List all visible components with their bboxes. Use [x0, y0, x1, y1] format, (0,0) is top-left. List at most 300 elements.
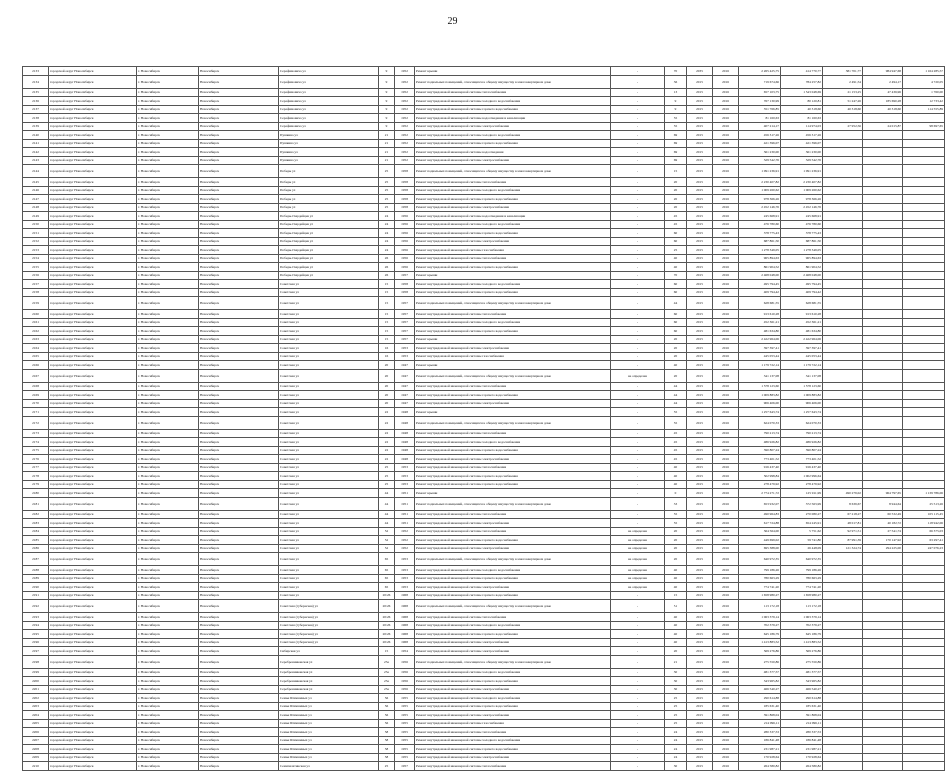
locality-cell: Новосибирск — [199, 361, 279, 370]
build-year-cell: 1956 — [395, 677, 415, 686]
total-cost-cell: 2 230 407,82 — [739, 178, 781, 187]
municipality-cell: городской округ Новосибирск — [49, 510, 137, 519]
street-cell: Советская ул — [279, 519, 379, 528]
locality-cell: Новосибирск — [199, 736, 279, 745]
row-number-cell: 2203 — [23, 702, 49, 711]
settlement-cell: г. Новосибирск — [137, 416, 199, 429]
wear-percent-cell: 20 — [665, 186, 687, 195]
plan-year-end-cell: 2016 — [713, 271, 739, 280]
work-type-cell: Ремонт внутридомовой инженерной системы электроснабжения — [415, 519, 611, 528]
plan-year-end-cell: 2016 — [713, 280, 739, 289]
category-cell: - — [611, 638, 665, 647]
house-number-cell: 16 — [379, 344, 395, 353]
settlement-cell: г. Новосибирск — [137, 310, 199, 319]
house-number-cell: 20 — [379, 361, 395, 370]
municipality-cell: городской округ Новосибирск — [49, 677, 137, 686]
locality-cell: Новосибирск — [199, 271, 279, 280]
build-year-cell: 1952 — [395, 114, 415, 123]
funding-1-cell: 414 770,77 — [781, 67, 823, 76]
table-row — [23, 220, 945, 229]
plan-year-start-cell: 2015 — [687, 544, 713, 553]
build-year-cell: 1952 — [395, 97, 415, 106]
funding-2-cell — [823, 280, 863, 289]
plan-year-end-cell: 2016 — [713, 719, 739, 728]
total-cost-cell: 774 741,20 — [739, 583, 781, 592]
row-number-cell: 2186 — [23, 544, 49, 553]
funding-2-cell — [823, 630, 863, 639]
total-cost-cell: 1 413 883,52 — [739, 638, 781, 647]
funding-3-cell — [863, 335, 903, 344]
wear-percent-cell: 21 — [665, 655, 687, 668]
total-cost-cell: 378 775,43 — [739, 229, 781, 238]
locality-cell: Новосибирск — [199, 472, 279, 481]
capital-repair-table — [22, 66, 945, 771]
plan-year-end-cell: 2016 — [713, 536, 739, 545]
category-cell: - — [611, 263, 665, 272]
street-cell: Советская ул — [279, 369, 379, 382]
house-number-cell: 21 — [379, 139, 395, 148]
plan-year-end-cell: 2016 — [713, 621, 739, 630]
funding-2-cell — [823, 318, 863, 327]
funding-3-cell — [863, 229, 903, 238]
locality-cell: Новосибирск — [199, 668, 279, 677]
street-cell: Семьи Шамшиных ул — [279, 728, 379, 737]
plan-year-end-cell: 2016 — [713, 497, 739, 510]
street-cell: Советская ул — [279, 327, 379, 336]
street-cell: Советская ул — [279, 416, 379, 429]
work-type-cell: Ремонт подвальных помещений, относящихся к общему имуществу в многоквартирном доме — [415, 600, 611, 613]
locality-cell: Новосибирск — [199, 88, 279, 97]
funding-2-cell — [823, 399, 863, 408]
table-row — [23, 753, 945, 762]
house-number-cell: 15 — [379, 318, 395, 327]
table-row — [23, 382, 945, 391]
settlement-cell: г. Новосибирск — [137, 668, 199, 677]
wear-percent-cell: 15 — [665, 591, 687, 600]
house-number-cell: 25 — [379, 165, 395, 178]
work-type-cell: Ремонт внутридомовой инженерной системы теплоснабжения — [415, 728, 611, 737]
build-year-cell: 1947 — [395, 369, 415, 382]
house-number-cell: 24 — [379, 246, 395, 255]
row-number-cell: 2145 — [23, 178, 49, 187]
funding-1-cell: 270 080,27 — [781, 510, 823, 519]
plan-year-end-cell: 2016 — [713, 446, 739, 455]
wear-percent-cell: 20 — [665, 553, 687, 566]
street-cell: Семьи Шамшиных ул — [279, 719, 379, 728]
funding-1-cell: 114 974,03 — [781, 122, 823, 131]
funding-2-cell — [823, 271, 863, 280]
settlement-cell: г. Новосибирск — [137, 335, 199, 344]
build-year-cell: 1956 — [395, 229, 415, 238]
funding-4-cell — [903, 310, 945, 319]
wear-percent-cell: 40 — [665, 263, 687, 272]
work-type-cell: Ремонт крыши — [415, 361, 611, 370]
work-type-cell: Ремонт крыши — [415, 271, 611, 280]
build-year-cell: 1955 — [395, 728, 415, 737]
funding-2-cell — [823, 335, 863, 344]
municipality-cell: городской округ Новосибирск — [49, 105, 137, 114]
funding-3-cell — [863, 455, 903, 464]
funding-1-cell: 185 631,40 — [781, 702, 823, 711]
funding-3-cell — [863, 408, 903, 417]
wear-percent-cell: 25 — [665, 694, 687, 703]
table-row — [23, 156, 945, 165]
funding-3-cell: 24 015,87 — [863, 122, 903, 131]
work-type-cell: Ремонт крыши — [415, 489, 611, 498]
category-cell: - — [611, 711, 665, 720]
funding-3-cell — [863, 736, 903, 745]
total-cost-cell: 913 610,28 — [739, 310, 781, 319]
total-cost-cell: 653 932,07 — [739, 497, 781, 510]
street-cell: Серафимовича ул — [279, 122, 379, 131]
locality-cell: Новосибирск — [199, 382, 279, 391]
build-year-cell: 1958 — [395, 203, 415, 212]
total-cost-cell: 214 096,11 — [739, 719, 781, 728]
category-cell: - — [611, 220, 665, 229]
funding-1-cell: 495 794,45 — [781, 280, 823, 289]
funding-1-cell: 1 257 643,74 — [781, 408, 823, 417]
build-year-cell: 1955 — [395, 702, 415, 711]
build-year-cell: 1956 — [395, 655, 415, 668]
category-cell: - — [611, 280, 665, 289]
table-row — [23, 702, 945, 711]
funding-4-cell — [903, 335, 945, 344]
settlement-cell: г. Новосибирск — [137, 280, 199, 289]
wear-percent-cell: 69 — [665, 139, 687, 148]
settlement-cell: г. Новосибирск — [137, 429, 199, 438]
row-number-cell: 2151 — [23, 229, 49, 238]
funding-4-cell — [903, 344, 945, 353]
funding-2-cell — [823, 369, 863, 382]
plan-year-end-cell: 2016 — [713, 165, 739, 178]
plan-year-end-cell: 2016 — [713, 630, 739, 639]
wear-percent-cell: 0 — [665, 489, 687, 498]
row-number-cell: 2160 — [23, 310, 49, 319]
plan-year-end-cell: 2016 — [713, 203, 739, 212]
street-cell: Советская ул — [279, 574, 379, 583]
funding-3-cell — [863, 480, 903, 489]
work-type-cell: Ремонт внутридомовой инженерной системы холодного водоснабжения — [415, 97, 611, 106]
house-number-cell: 58 — [379, 753, 395, 762]
settlement-cell: г. Новосибирск — [137, 455, 199, 464]
funding-1-cell: 5 751,62 — [781, 527, 823, 536]
house-number-cell: 9 — [379, 97, 395, 106]
category-cell: - — [611, 165, 665, 178]
settlement-cell: г. Новосибирск — [137, 139, 199, 148]
build-year-cell: 1953 — [395, 574, 415, 583]
locality-cell: Новосибирск — [199, 297, 279, 310]
street-cell: Пушкина ул — [279, 131, 379, 140]
row-number-cell: 2183 — [23, 519, 49, 528]
street-cell: Семьи Шамшиных ул — [279, 736, 379, 745]
wear-percent-cell: 24 — [665, 753, 687, 762]
category-cell: - — [611, 148, 665, 157]
funding-3-cell — [863, 195, 903, 204]
build-year-cell: 1958 — [395, 178, 415, 187]
locality-cell: Новосибирск — [199, 553, 279, 566]
funding-4-cell — [903, 288, 945, 297]
plan-year-start-cell: 2015 — [687, 280, 713, 289]
total-cost-cell: 773 401,52 — [739, 455, 781, 464]
work-type-cell: Ремонт внутридомовой инженерной системы водоотведения и канализации — [415, 114, 611, 123]
plan-year-start-cell: 2015 — [687, 382, 713, 391]
municipality-cell: городской округ Новосибирск — [49, 416, 137, 429]
municipality-cell: городской округ Новосибирск — [49, 263, 137, 272]
wear-percent-cell: 20 — [665, 527, 687, 536]
row-number-cell: 2133 — [23, 67, 49, 76]
row-number-cell: 2202 — [23, 694, 49, 703]
funding-3-cell — [863, 271, 903, 280]
table-row — [23, 352, 945, 361]
funding-1-cell: 26 448,09 — [781, 544, 823, 553]
plan-year-start-cell: 2015 — [687, 574, 713, 583]
row-number-cell: 2198 — [23, 655, 49, 668]
wear-percent-cell: 40 — [665, 638, 687, 647]
plan-year-start-cell: 2015 — [687, 566, 713, 575]
house-number-cell: 20 — [379, 369, 395, 382]
funding-2-cell — [823, 229, 863, 238]
table-row — [23, 246, 945, 255]
funding-1-cell: 452 361,21 — [781, 318, 823, 327]
municipality-cell: городской округ Новосибирск — [49, 480, 137, 489]
funding-1-cell: 1 002 996,64 — [781, 472, 823, 481]
funding-3-cell: 185 690,28 — [863, 97, 903, 106]
settlement-cell: г. Новосибирск — [137, 655, 199, 668]
funding-3-cell — [863, 638, 903, 647]
build-year-cell: 1956 — [395, 685, 415, 694]
house-number-cell: 44 — [379, 510, 395, 519]
funding-2-cell — [823, 148, 863, 157]
category-cell: не определен — [611, 369, 665, 382]
total-cost-cell: 624 070,33 — [739, 416, 781, 429]
funding-2-cell — [823, 288, 863, 297]
funding-2-cell — [823, 736, 863, 745]
plan-year-start-cell: 2015 — [687, 75, 713, 88]
category-cell: - — [611, 203, 665, 212]
row-number-cell: 2174 — [23, 438, 49, 447]
work-type-cell: Ремонт внутридомовой инженерной системы горячего водоснабжения — [415, 139, 611, 148]
locality-cell: Новосибирск — [199, 416, 279, 429]
municipality-cell: городской округ Новосибирск — [49, 429, 137, 438]
funding-1-cell: 1 009 883,82 — [781, 391, 823, 400]
funding-1-cell: 645 186,79 — [781, 630, 823, 639]
municipality-cell: городской округ Новосибирск — [49, 229, 137, 238]
funding-4-cell — [903, 694, 945, 703]
funding-1-cell: 456 317,26 — [781, 131, 823, 140]
plan-year-start-cell: 2015 — [687, 553, 713, 566]
funding-1-cell: 687 861,50 — [781, 237, 823, 246]
funding-2-cell — [823, 237, 863, 246]
settlement-cell: г. Новосибирск — [137, 229, 199, 238]
house-number-cell: 26 — [379, 263, 395, 272]
category-cell: - — [611, 621, 665, 630]
wear-percent-cell: 45 — [665, 212, 687, 221]
funding-3-cell: 47 436,96 — [863, 88, 903, 97]
plan-year-end-cell: 2016 — [713, 131, 739, 140]
table-row — [23, 574, 945, 583]
locality-cell: Новосибирск — [199, 702, 279, 711]
municipality-cell: городской округ Новосибирск — [49, 527, 137, 536]
build-year-cell: 1956 — [395, 246, 415, 255]
funding-1-cell: 654 245,91 — [781, 519, 823, 528]
work-type-cell: Ремонт внутридомовой инженерной системы электроснабжения — [415, 711, 611, 720]
settlement-cell: г. Новосибирск — [137, 408, 199, 417]
funding-4-cell: 4 720,05 — [903, 75, 945, 88]
category-cell: - — [611, 237, 665, 246]
wear-percent-cell: 45 — [665, 446, 687, 455]
row-number-cell: 2147 — [23, 195, 49, 204]
plan-year-end-cell: 2016 — [713, 463, 739, 472]
row-number-cell: 2208 — [23, 745, 49, 754]
street-cell: Советская ул — [279, 335, 379, 344]
work-type-cell: Ремонт внутридомовой инженерной системы горячего водоснабжения — [415, 536, 611, 545]
work-type-cell: Ремонт внутридомовой инженерной системы холодного водоснабжения — [415, 736, 611, 745]
plan-year-start-cell: 2015 — [687, 719, 713, 728]
locality-cell: Новосибирск — [199, 220, 279, 229]
funding-1-cell: 372 563,99 — [781, 497, 823, 510]
row-number-cell: 2148 — [23, 203, 49, 212]
municipality-cell: городской округ Новосибирск — [49, 310, 137, 319]
locality-cell: Новосибирск — [199, 408, 279, 417]
category-cell: - — [611, 591, 665, 600]
funding-4-cell — [903, 745, 945, 754]
funding-3-cell — [863, 344, 903, 353]
municipality-cell: городской округ Новосибирск — [49, 131, 137, 140]
funding-4-cell — [903, 429, 945, 438]
funding-2-cell — [823, 139, 863, 148]
plan-year-end-cell: 2016 — [713, 638, 739, 647]
plan-year-start-cell: 2015 — [687, 429, 713, 438]
funding-4-cell: 105 115,45 — [903, 510, 945, 519]
work-type-cell: Ремонт подвальных помещений, относящихся к общему имуществу в многоквартирном доме — [415, 369, 611, 382]
municipality-cell: городской округ Новосибирск — [49, 736, 137, 745]
build-year-cell: 1953 — [395, 352, 415, 361]
plan-year-start-cell: 2015 — [687, 694, 713, 703]
settlement-cell: г. Новосибирск — [137, 399, 199, 408]
funding-2-cell — [823, 212, 863, 221]
table-row — [23, 566, 945, 575]
funding-3-cell: 8 944,64 — [863, 497, 903, 510]
settlement-cell: г. Новосибирск — [137, 391, 199, 400]
municipality-cell: городской округ Новосибирск — [49, 344, 137, 353]
funding-3-cell: 2 494,17 — [863, 75, 903, 88]
total-cost-cell: 502 998,84 — [739, 472, 781, 481]
locality-cell: Новосибирск — [199, 527, 279, 536]
plan-year-end-cell: 2016 — [713, 489, 739, 498]
total-cost-cell: 280 337,53 — [739, 728, 781, 737]
locality-cell: Новосибирск — [199, 352, 279, 361]
plan-year-end-cell: 2016 — [713, 728, 739, 737]
plan-year-end-cell: 2016 — [713, 455, 739, 464]
funding-4-cell — [903, 186, 945, 195]
settlement-cell: г. Новосибирск — [137, 638, 199, 647]
house-number-cell: 25 — [379, 480, 395, 489]
category-cell: - — [611, 510, 665, 519]
plan-year-end-cell: 2016 — [713, 438, 739, 447]
plan-year-end-cell: 2016 — [713, 237, 739, 246]
street-cell: Пушкина ул — [279, 156, 379, 165]
settlement-cell: г. Новосибирск — [137, 352, 199, 361]
total-cost-cell: 329 542,76 — [739, 156, 781, 165]
total-cost-cell: 278 479,92 — [739, 480, 781, 489]
wear-percent-cell: 55 — [665, 416, 687, 429]
funding-1-cell: 280 337,53 — [781, 728, 823, 737]
settlement-cell: г. Новосибирск — [137, 583, 199, 592]
work-type-cell: Ремонт внутридомовой инженерной системы горячего водоснабжения — [415, 591, 611, 600]
plan-year-end-cell: 2016 — [713, 745, 739, 754]
funding-4-cell — [903, 455, 945, 464]
funding-1-cell: 170 928,64 — [781, 753, 823, 762]
build-year-cell: 1968 — [395, 591, 415, 600]
category-cell: - — [611, 178, 665, 187]
funding-1-cell: 125 911,99 — [781, 489, 823, 498]
funding-1-cell: 978 366,26 — [781, 195, 823, 204]
funding-1-cell: 1 063 379,14 — [781, 613, 823, 622]
settlement-cell: г. Новосибирск — [137, 75, 199, 88]
total-cost-cell: 1 658 980,27 — [739, 591, 781, 600]
funding-2-cell — [823, 438, 863, 447]
municipality-cell: городской округ Новосибирск — [49, 472, 137, 481]
build-year-cell: 1968 — [395, 613, 415, 622]
street-cell: Советская ул — [279, 429, 379, 438]
wear-percent-cell: 69 — [665, 131, 687, 140]
row-number-cell: 2136 — [23, 97, 49, 106]
work-type-cell: Ремонт внутридомовой инженерной системы холодного водоснабжения — [415, 131, 611, 140]
plan-year-start-cell: 2015 — [687, 344, 713, 353]
row-number-cell: 2192 — [23, 600, 49, 613]
row-number-cell: 2138 — [23, 114, 49, 123]
funding-3-cell — [863, 178, 903, 187]
work-type-cell: Ремонт внутридомовой инженерной системы холодного водоснабжения — [415, 668, 611, 677]
category-cell: - — [611, 195, 665, 204]
wear-percent-cell: 9 — [665, 97, 687, 106]
funding-2-cell — [823, 711, 863, 720]
table-row — [23, 75, 945, 88]
build-year-cell: 1956 — [395, 668, 415, 677]
plan-year-end-cell: 2016 — [713, 583, 739, 592]
locality-cell: Новосибирск — [199, 544, 279, 553]
settlement-cell: г. Новосибирск — [137, 463, 199, 472]
plan-year-end-cell: 2016 — [713, 335, 739, 344]
municipality-cell: городской округ Новосибирск — [49, 719, 137, 728]
row-number-cell: 2193 — [23, 613, 49, 622]
total-cost-cell: 186 841,48 — [739, 736, 781, 745]
plan-year-start-cell: 2015 — [687, 335, 713, 344]
funding-1-cell: 245 668,91 — [781, 212, 823, 221]
category-cell: - — [611, 745, 665, 754]
plan-year-start-cell: 2015 — [687, 736, 713, 745]
plan-year-start-cell: 2015 — [687, 139, 713, 148]
category-cell: - — [611, 271, 665, 280]
locality-cell: Новосибирск — [199, 318, 279, 327]
settlement-cell: г. Новосибирск — [137, 369, 199, 382]
table-row — [23, 677, 945, 686]
plan-year-start-cell: 2015 — [687, 455, 713, 464]
street-cell: Победы ул — [279, 165, 379, 178]
house-number-cell: 56 — [379, 694, 395, 703]
table-row — [23, 212, 945, 221]
work-type-cell: Ремонт внутридомовой инженерной системы электроснабжения — [415, 583, 611, 592]
row-number-cell: 2197 — [23, 647, 49, 656]
total-cost-cell: 687 861,50 — [739, 237, 781, 246]
row-number-cell: 2180 — [23, 489, 49, 498]
table-row — [23, 271, 945, 280]
build-year-cell: 1952 — [395, 544, 415, 553]
house-number-cell: 56 — [379, 702, 395, 711]
street-cell: Советская ул — [279, 438, 379, 447]
funding-4-cell: 1 760,00 — [903, 88, 945, 97]
category-cell: - — [611, 254, 665, 263]
